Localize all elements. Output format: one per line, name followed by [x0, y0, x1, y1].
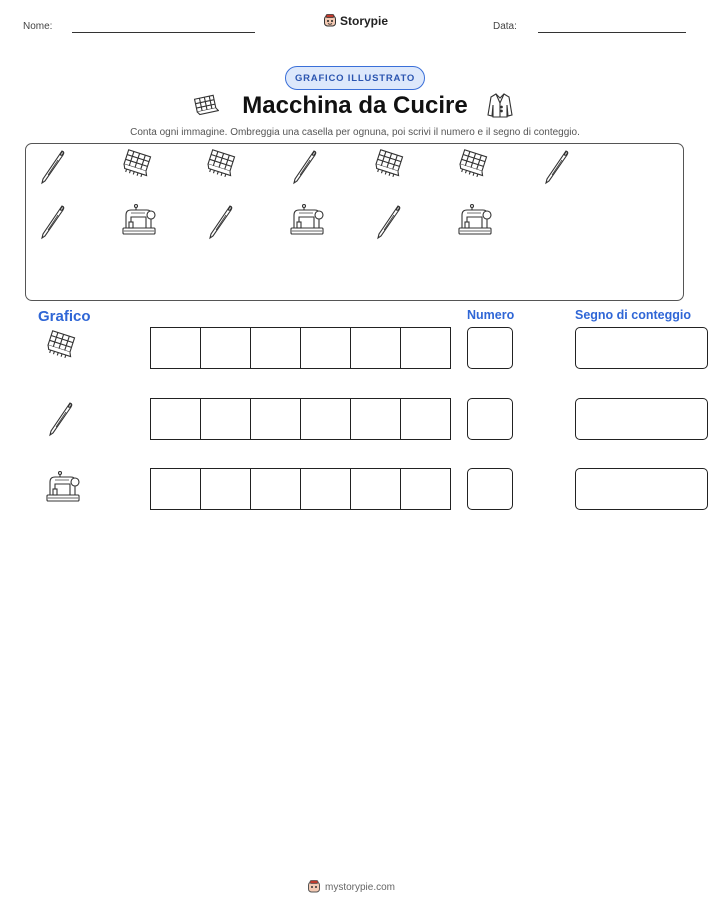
date-label: Data:: [493, 21, 517, 32]
tally-answer-box[interactable]: [575, 327, 708, 369]
graph-box[interactable]: [150, 398, 201, 440]
storypie-mascot-icon: [323, 14, 337, 28]
needle-icon: [44, 400, 78, 438]
graph-box[interactable]: [150, 468, 201, 510]
fabric-icon: [372, 148, 406, 178]
footer: [307, 880, 395, 894]
fabric-icon: [456, 148, 490, 178]
graph-box[interactable]: [400, 468, 451, 510]
instructions: Conta ogni immagine. Ombreggia una casella per ognuna, poi scrivi il numero e il segno di conteggio.: [130, 127, 580, 138]
footer-site: mystorypie.com: [325, 881, 396, 893]
jacket-icon: [486, 91, 514, 119]
graph-label: Grafico: [38, 308, 91, 325]
sewing-machine-icon: [120, 203, 158, 237]
graph-box[interactable]: [250, 468, 301, 510]
needle-icon: [36, 203, 70, 241]
fabric-icon: [120, 148, 154, 178]
sewing-machine-icon: [456, 203, 494, 237]
name-label: Nome:: [23, 21, 53, 32]
needle-icon: [204, 203, 238, 241]
graph-box[interactable]: [300, 398, 351, 440]
graph-box[interactable]: [250, 398, 301, 440]
graph-box[interactable]: [400, 327, 451, 369]
graph-box[interactable]: [200, 327, 251, 369]
graph-box[interactable]: [350, 468, 401, 510]
graph-box[interactable]: [300, 327, 351, 369]
graph-box[interactable]: [250, 327, 301, 369]
number-answer-box[interactable]: [467, 468, 513, 510]
needle-icon: [288, 148, 322, 186]
graph-box[interactable]: [350, 398, 401, 440]
number-answer-box[interactable]: [467, 327, 513, 369]
graph-box[interactable]: [150, 327, 201, 369]
name-field[interactable]: [72, 32, 255, 33]
graph-box[interactable]: [400, 398, 451, 440]
date-field[interactable]: [538, 32, 686, 33]
graph-box[interactable]: [300, 468, 351, 510]
tally-label: Segno di conteggio: [575, 308, 691, 322]
graph-box[interactable]: [200, 468, 251, 510]
needle-icon: [540, 148, 574, 186]
needle-icon: [36, 148, 70, 186]
storypie-mascot-icon: [307, 880, 321, 894]
needle-icon: [372, 203, 406, 241]
tally-answer-box[interactable]: [575, 468, 708, 510]
sewing-machine-icon: [44, 470, 82, 504]
number-label: Numero: [467, 308, 515, 322]
fabric-icon: [204, 148, 238, 178]
brand-logo: [323, 14, 388, 28]
graph-box[interactable]: [200, 398, 251, 440]
worksheet-type-badge: GRAFICO ILLUSTRATO: [285, 66, 425, 90]
brand-name: Storypie: [340, 14, 389, 28]
fabric-icon: [193, 94, 219, 116]
sewing-machine-icon: [288, 203, 326, 237]
tally-answer-box[interactable]: [575, 398, 708, 440]
fabric-icon: [44, 329, 78, 359]
graph-box[interactable]: [350, 327, 401, 369]
page-title: Macchina da Cucire: [242, 92, 468, 119]
number-answer-box[interactable]: [467, 398, 513, 440]
